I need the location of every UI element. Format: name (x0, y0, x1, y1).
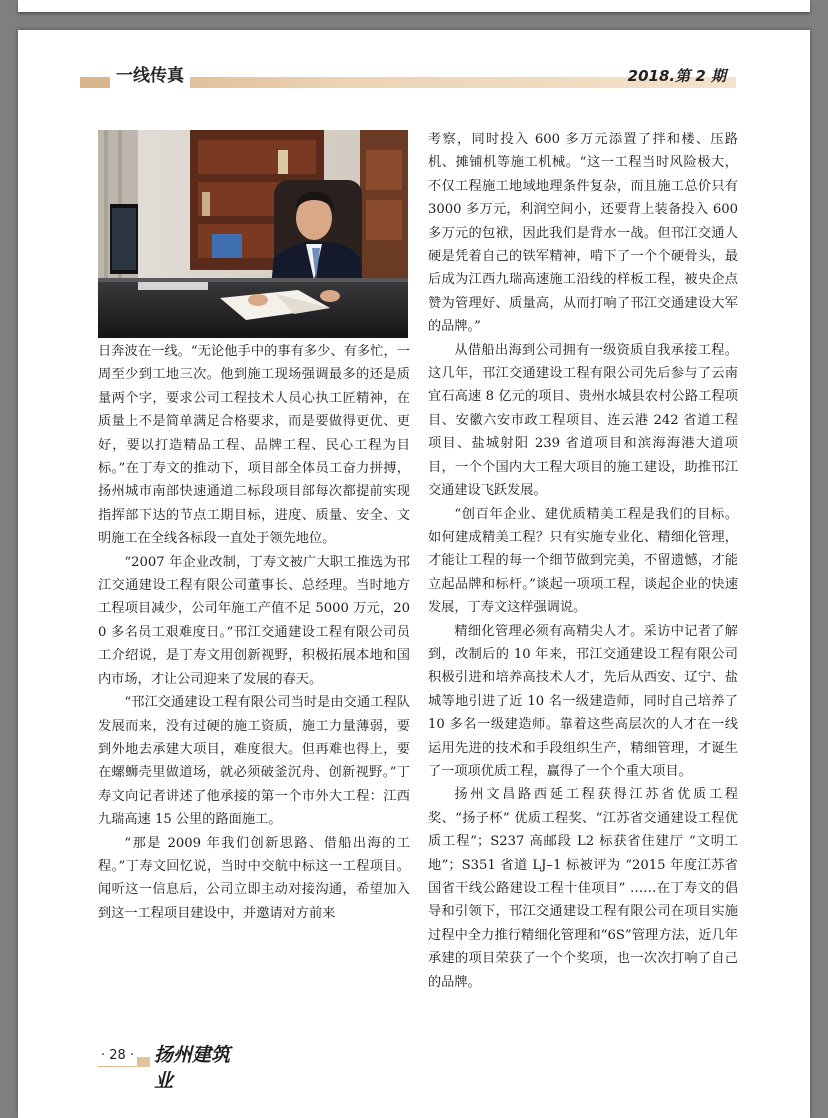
paragraph: 扬州文昌路西延工程获得江苏省优质工程奖、“扬子杯” 优质工程奖、“江苏省交通建设工程优质工程”；S237 高邮段 L2 标获省住建厅 “文明工地”；S351 省道 LJ–1 标被评为 “2015 年度江苏省国省干线公路建设工程十佳项目” ……在丁寿文的倡导和引领下，邗江交通建设工程有限公司在项目实施过程中全力推行精细化管理和“6S”管理方法，近几年承建的项目荣获了一个个奖项，也一次次打响了自己的品牌。 (428, 787, 738, 990)
portrait-photo-icon (98, 130, 408, 338)
paragraph: 考察，同时投入 600 多万元添置了拌和楼、压路机、摊铺机等施工机械。“这一工程当时风险极大，不仅工程施工地域地理条件复杂，而且施工总价只有 3000 多万元，利润空间小，还要背上装备投入 600 多万元的包袱，因此我们是背水一战。但邗江交通人硬是凭着自己的铁军精神，啃下了一个个硬骨头，最后成为江西九瑞高速施工沿线的样板工程，被央企点赞为管理好、质量高，从而打响了邗江交通建设大军的品牌。” (428, 132, 738, 335)
left-text-column (98, 340, 410, 925)
paragraph: “创百年企业、建优质精美工程是我们的目标。如何建成精美工程？只有实施专业化、精细化管理，才能让工程的每一个细节做到完美，不留遗憾，才能立起品牌和标杆。”谈起一项项工程，谈起企业的快速发展，丁寿文这样强调说。 (428, 506, 738, 616)
paragraph: 从借船出海到公司拥有一级资质自我承接工程。这几年，邗江交通建设工程有限公司先后参与了云南宜石高速 8 亿元的项目、贵州水城县农村公路工程项目、安徽六安市政工程项目、连云港 242 省道工程项目、盐城射阳 239 省道项目和滨海海港大道项目，一个个国内大工程大项目的施工建设，助推邗江交通建设飞跃发展。 (428, 342, 738, 499)
paragraph: 精细化管理必须有高精尖人才。采访中记者了解到，改制后的 10 年来，邗江交通建设工程有限公司积极引进和培养高技术人才，先后从西安、辽宁、盐城等地引进了近 10 名一级建造师，同时自己培养了 10 多名一级建造师。靠着这些高层次的人才在一线运用先进的技术和手段组织生产，精细管理，才诞生了一项项优质工程，赢得了一个个重大项目。 (428, 623, 738, 779)
paragraph: “2007 年企业改制，丁寿文被广大职工推选为邗江交通建设工程有限公司董事长、总经理。当时地方工程项目减少，公司年施工产值不足 5000 万元，200 多名员工艰难度日。”邗江交通建设工程有限公司员工介绍说，是丁寿文用创新视野，积极拓展本地和国内市场，才让公司迎来了发展的春天。 (98, 554, 410, 687)
page-header (80, 64, 736, 90)
page-number: · 28 · (98, 1046, 137, 1066)
previous-page-edge (18, 0, 810, 12)
right-text-column (428, 128, 738, 994)
issue-label: 2018.第 2 期 (627, 67, 726, 85)
paragraph: “那是 2009 年我们创新思路、借船出海的工程。”丁寿文回忆说，当时中交航中标这一工程项目。闻听这一信息后，公司立即主动对接沟通，希望加入到这一工程项目建设中，并邀请对方前来 (98, 835, 410, 921)
publication-logo: 扬州建筑业 (150, 1042, 248, 1094)
paragraph: “邗江交通建设工程有限公司当时是由交通工程队发展而来，没有过硬的施工资质，施工力量薄弱，要到外地去承建大项目，难度很大。但再难也得上，要在螺蛳壳里做道场，就必须破釜沉舟、创新视野。”丁寿文向记者讲述了他承接的第一个市外大工程：江西九瑞高速 15 公里的路面施工。 (98, 695, 410, 828)
section-title: 一线传真 (110, 64, 190, 88)
paragraph: 日奔波在一线。“无论他手中的事有多少、有多忙，一周至少到工地三次。他到施工现场强调最多的还是质量两个字，要求公司工程技术人员心执工匠精神，在质量上不是简单满足合格要求，而是要做得更优、更好，要以打造精品工程、品牌工程、民心工程为目标。”在丁寿文的推动下，项目部全体员工奋力拼搏，扬州城市南部快速通道二标段项目部每次都提前实现指挥部下达的节点工期目标，进度、质量、安全、文明施工在全线各标段一直处于领先地位。 (98, 344, 410, 547)
portrait-photo (98, 130, 408, 338)
page-footer (98, 1044, 248, 1092)
